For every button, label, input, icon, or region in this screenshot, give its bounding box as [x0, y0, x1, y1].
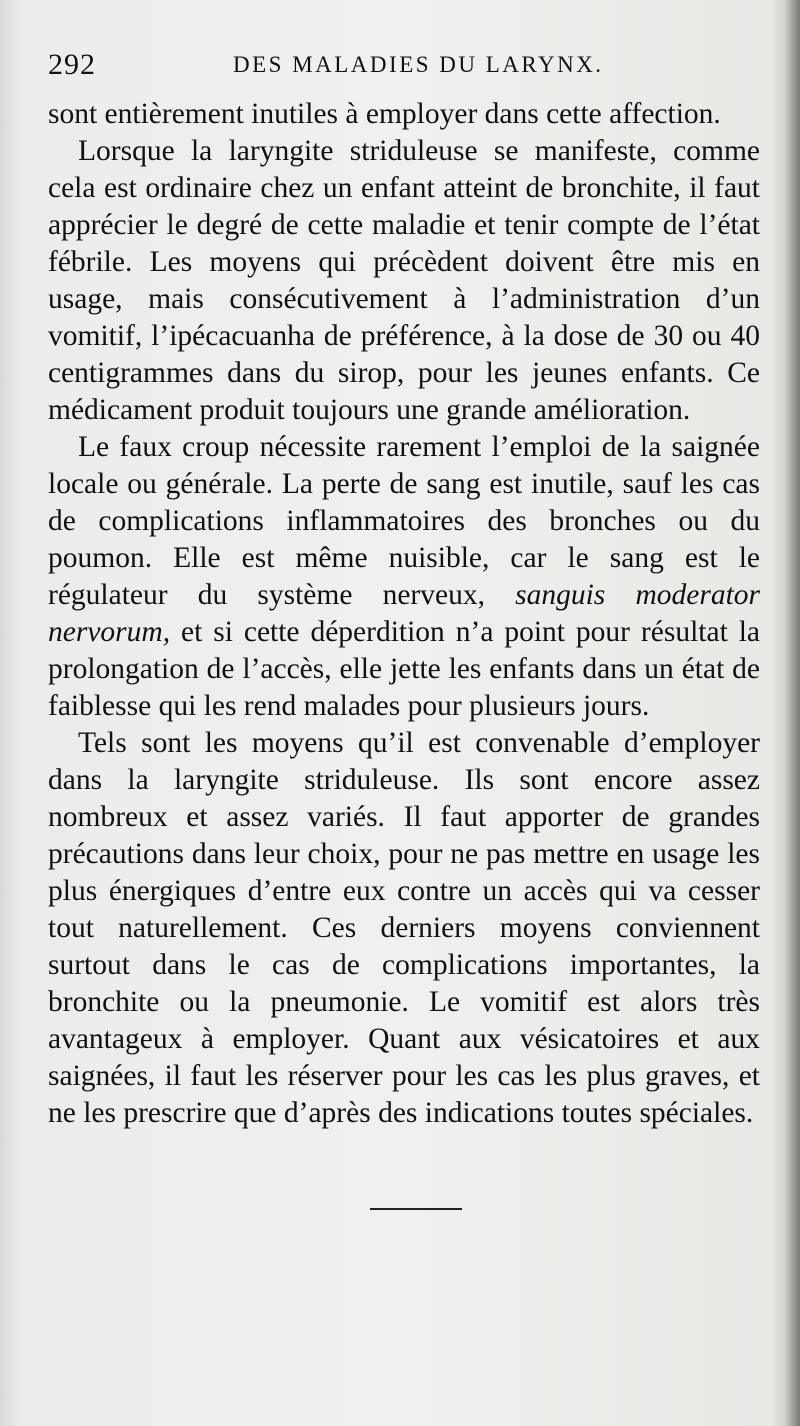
paragraph-3-end: et si cette déperdition n’a point pour résultat la prolongation de l’accès, elle jette les enfants dans un état de faiblesse qui les rend malades pour plusieurs jours.	[48, 616, 760, 722]
paragraph-4: Tels sont les moyens qu’il est convenable d’employer dans la laryngite striduleuse. Ils sont encore assez nombreux et assez variés. Il faut apporter de grandes précautions dans leur choix, pour ne pas mettre en usage les plus énergiques d’entre eux contre un accès qui va cesser tout naturellement. Ces derniers moyens conviennent surtout dans le cas de complications importantes, la bronchite ou la pneumonie. Le vomitif est alors très avantageux à employer. Quant aux vésicatoires et aux saignées, il faut les réserver pour les cas les plus graves, et ne les prescrire que d’après des indications toutes spéciales.	[48, 727, 760, 1129]
latin-quote: sanguis moderator nervorum,	[48, 579, 760, 648]
page-number: 292	[48, 48, 96, 81]
paragraph-3-start: Le faux croup nécessite rarement l’emploi de la saignée locale ou générale. La perte de sang est inutile, sauf les cas de complications inflammatoires des bronches ou du poumon. Elle est même nuisible, car le sang est le régulateur du système nerveux,	[48, 431, 760, 611]
page-edge-shadow	[784, 0, 800, 1426]
paragraph-1: sont entièrement inutiles à employer dans cette affection.	[48, 98, 721, 130]
paragraph-2: Lorsque la laryngite striduleuse se manifeste, comme cela est ordinaire chez un enfant atteint de bronchite, il faut apprécier le degré de cette maladie et tenir compte de l’état fébrile. Les moyens qui précèdent doivent être mis en usage, mais consécutivement à l’administration d’un vomitif, l’ipécacuanha de préférence, à la dose de 30 ou 40 centigrammes dans du sirop, pour les jeunes enfants. Ce médicament produit toujours une grande amélioration.	[48, 135, 760, 426]
body-text	[48, 96, 760, 1132]
page-header	[48, 48, 760, 88]
paragraph-3	[48, 429, 760, 725]
closing-rule	[370, 1208, 462, 1210]
running-title: DES MALADIES DU LARYNX.	[233, 52, 604, 77]
